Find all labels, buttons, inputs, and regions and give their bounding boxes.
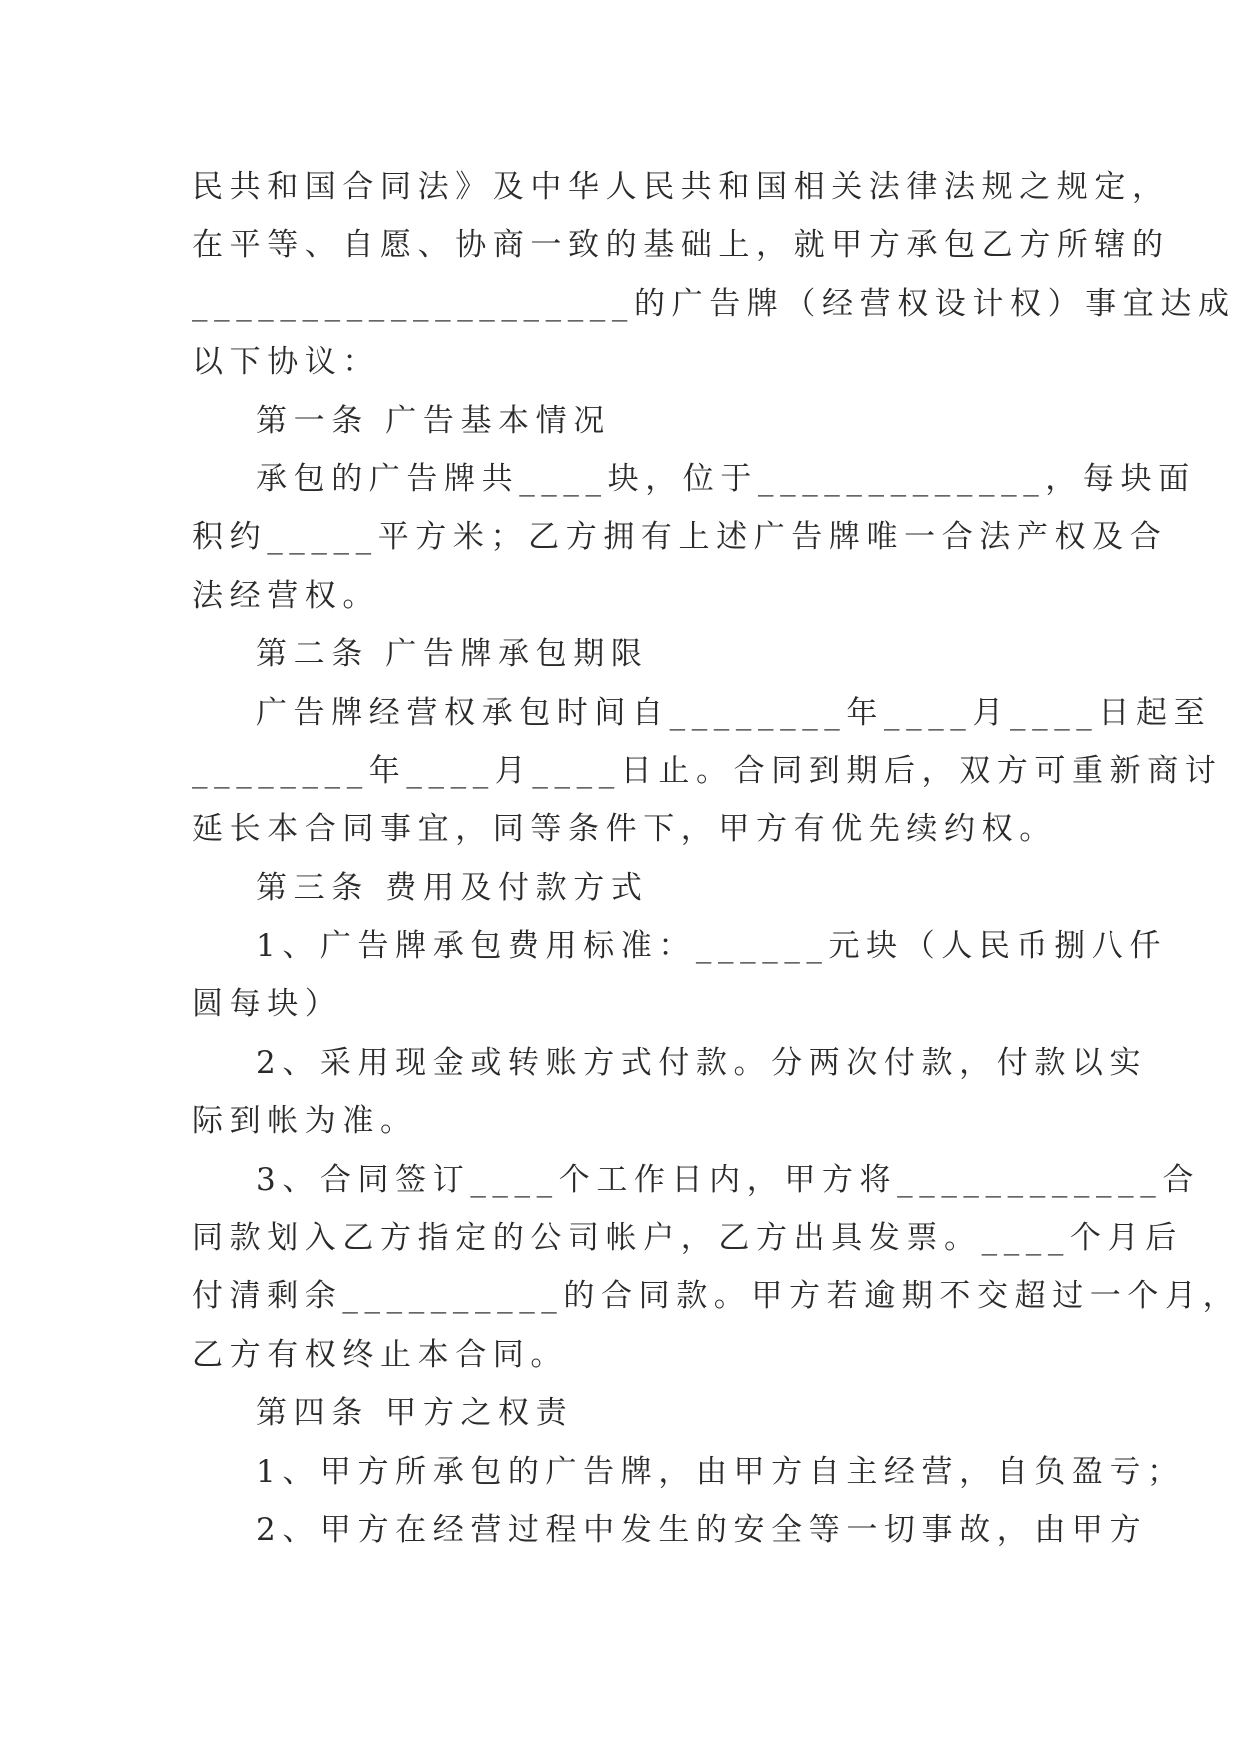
article-heading: 第三条 费用及付款方式 [256, 869, 649, 906]
article-heading: 第四条 甲方之权责 [256, 1395, 574, 1432]
paragraph-line: 同款划入乙方指定的公司帐户，乙方出具发票。____个月后 [192, 1220, 1183, 1257]
paragraph-line: 广告牌经营权承包时间自________年____月____日起至 [256, 694, 1212, 731]
paragraph-line: 以下协议： [192, 344, 380, 381]
paragraph-line: 延长本合同事宜，同等条件下，甲方有优先续约权。 [192, 811, 1057, 848]
paragraph-line: 1、甲方所承包的广告牌，由甲方自主经营，自负盈亏； [256, 1453, 1185, 1490]
paragraph-line: 积约_____平方米；乙方拥有上述广告牌唯一合法产权及合 [192, 519, 1168, 556]
paragraph-line: 承包的广告牌共____块，位于_____________，每块面 [256, 460, 1196, 497]
paragraph-line: 2、采用现金或转账方式付款。分两次付款，付款以实 [256, 1044, 1148, 1081]
paragraph-line: 付清剩余__________的合同款。甲方若逾期不交超过一个月， [192, 1278, 1241, 1315]
paragraph-line: 2、甲方在经营过程中发生的安全等一切事故，由甲方 [256, 1511, 1148, 1548]
paragraph-line: 民共和国合同法》及中华人民共和国相关法律法规之规定， [192, 169, 1170, 205]
article-heading: 第二条 广告牌承包期限 [256, 636, 649, 673]
paragraph-line: 在平等、自愿、协商一致的基础上，就甲方承包乙方所辖的 [192, 227, 1170, 264]
paragraph-line: ________年____月____日止。合同到期后，双方可重新商讨 [192, 752, 1223, 789]
paragraph-line: ____________________的广告牌（经营权设计权）事宜达成 [192, 285, 1236, 322]
paragraph-line: 圆每块） [192, 986, 343, 1023]
paragraph-line: 法经营权。 [192, 577, 380, 614]
paragraph-line: 际到帐为准。 [192, 1103, 418, 1140]
paragraph-line: 乙方有权终止本合同。 [192, 1336, 568, 1373]
article-heading: 第一条 广告基本情况 [256, 402, 611, 439]
contract-body [192, 158, 1241, 1559]
paragraph-line: 1、广告牌承包费用标准：______元块（人民币捌八仟 [256, 928, 1167, 965]
paragraph-line: 3、合同签订____个工作日内，甲方将____________合 [256, 1161, 1200, 1198]
